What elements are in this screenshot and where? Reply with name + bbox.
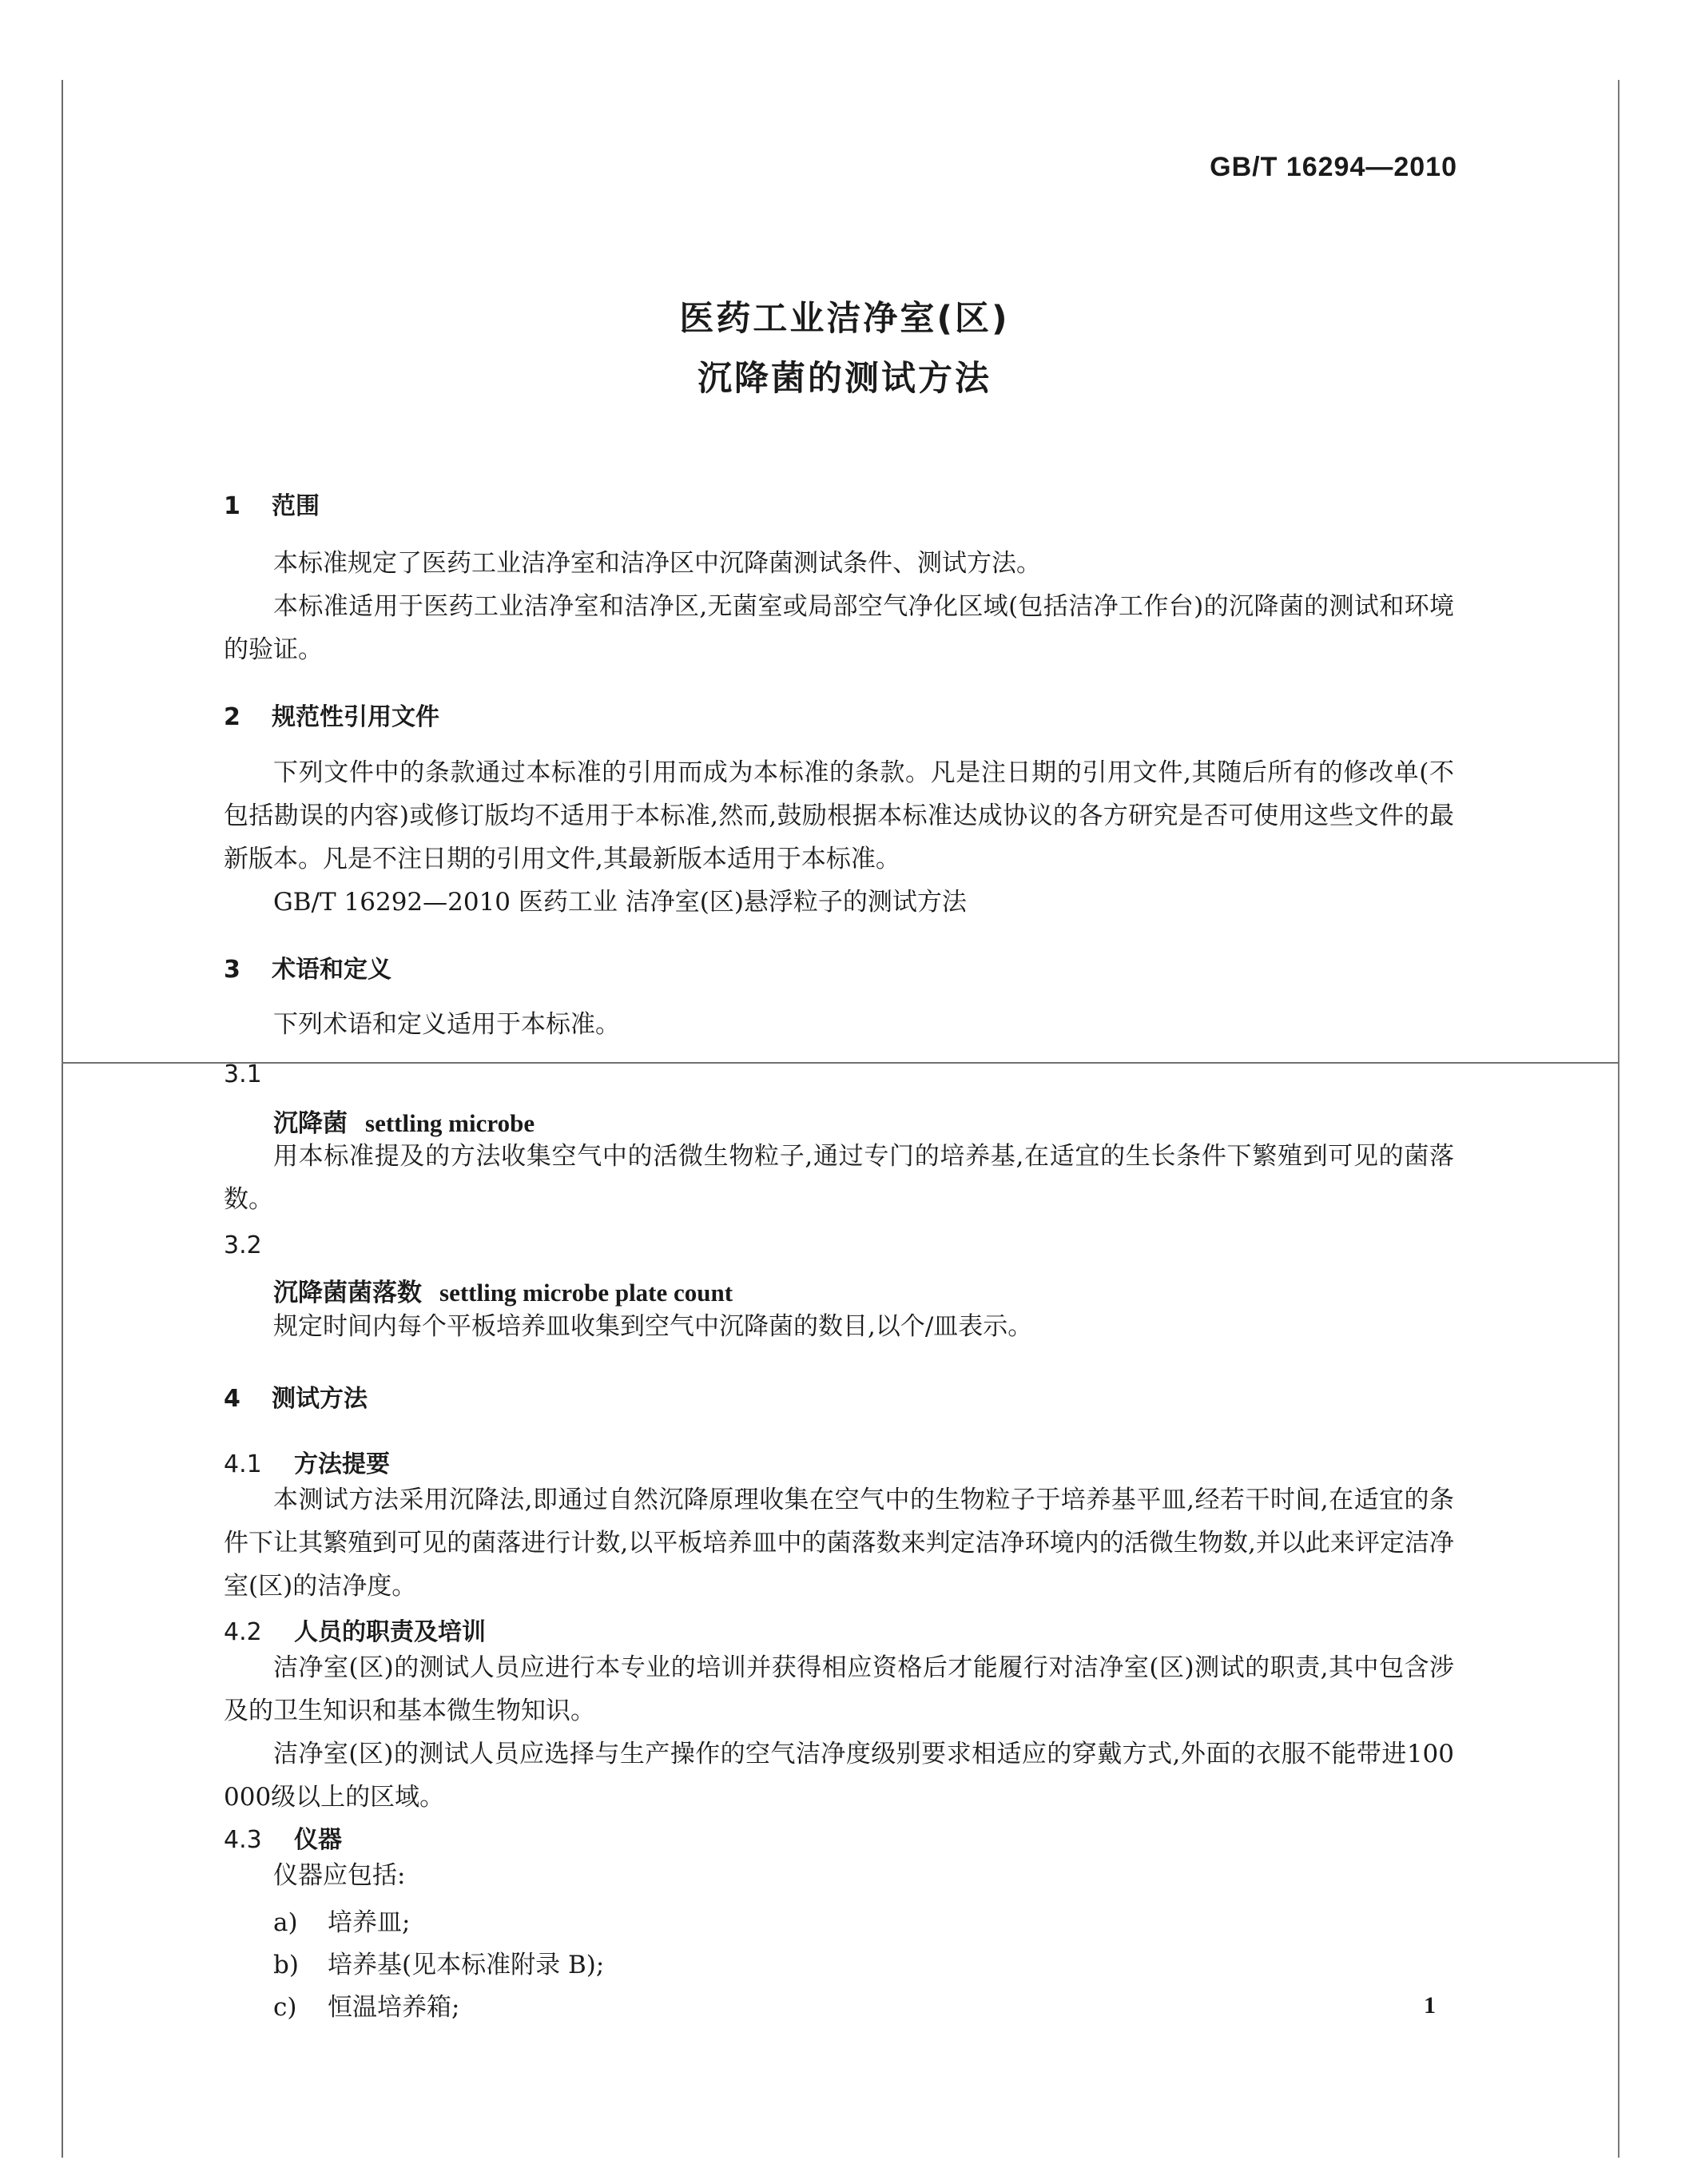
subsection-number: 4.3 bbox=[224, 1826, 262, 1854]
list-marker: a) bbox=[273, 1908, 298, 1937]
scan-fold-line bbox=[62, 1062, 1619, 1064]
list-item-text: 恒温培养箱; bbox=[328, 1993, 460, 2022]
term-3-1 bbox=[273, 1103, 535, 1139]
term-3-2-number bbox=[224, 1231, 294, 1259]
paragraph: 本测试方法采用沉降法,即通过自然沉降原理收集在空气中的生物粒子于培养基平皿,经若干时间,在适宜的条件下让其繁殖到可见的菌落进行计数,以平板培养皿中的菌落数来判定洁净环境内的活微生物数,并以此来评定洁净室(区)的洁净度。 bbox=[224, 1486, 1454, 1601]
term-3-2 bbox=[273, 1272, 733, 1308]
section-title: 规范性引用文件 bbox=[272, 703, 439, 731]
list-item bbox=[273, 1902, 410, 1938]
term-en: settling microbe plate count bbox=[439, 1279, 733, 1307]
paragraph: 下列文件中的条款通过本标准的引用而成为本标准的条款。凡是注日期的引用文件,其随后所有的修改单(不包括勘误的内容)或修订版均不适用于本标准,然而,鼓励根据本标准达成协议的各方研究是否可使用这些文件的最新版本。凡是不注日期的引用文件,其最新版本适用于本标准。 bbox=[224, 758, 1454, 873]
section-number: 4 bbox=[224, 1385, 240, 1413]
subsection-4-3-intro bbox=[224, 1854, 1454, 1897]
section-number: 3 bbox=[224, 956, 240, 984]
subsection-4-2-heading bbox=[224, 1612, 486, 1647]
list-item bbox=[273, 1987, 459, 2023]
list-marker: c) bbox=[273, 1993, 297, 2022]
subsection-4-1-body bbox=[224, 1478, 1454, 1608]
term-number: 3.2 bbox=[224, 1231, 262, 1259]
subsection-4-1-heading bbox=[224, 1444, 390, 1479]
section-2-heading bbox=[224, 697, 439, 732]
paragraph: 洁净室(区)的测试人员应选择与生产操作的空气洁净度级别要求相适应的穿戴方式,外面的衣服不能带进100 000级以上的区域。 bbox=[224, 1740, 1454, 1812]
subsection-title: 人员的职责及培训 bbox=[294, 1618, 486, 1646]
section-title: 术语和定义 bbox=[272, 956, 391, 984]
standard-code: GB/T 16294—2010 bbox=[1210, 152, 1457, 182]
section-title: 范围 bbox=[272, 492, 320, 520]
paragraph: 下列术语和定义适用于本标准。 bbox=[273, 1010, 620, 1039]
section-number: 2 bbox=[224, 703, 240, 731]
document-title-line1: 医药工业洁净室(区) bbox=[679, 299, 1010, 339]
list-marker: b) bbox=[273, 1951, 299, 1979]
page-number: 1 bbox=[1424, 1992, 1436, 2019]
subsection-title: 方法提要 bbox=[294, 1450, 390, 1478]
paragraph: 本标准适用于医药工业洁净室和洁净区,无菌室或局部空气净化区域(包括洁净工作台)的沉降菌的测试和环境的验证。 bbox=[224, 592, 1454, 664]
term-3-1-definition bbox=[224, 1135, 1454, 1221]
term-3-2-definition bbox=[224, 1305, 1454, 1348]
term-number: 3.1 bbox=[224, 1060, 262, 1088]
section-title: 测试方法 bbox=[272, 1385, 368, 1413]
term-zh: 沉降菌 bbox=[273, 1109, 348, 1138]
section-number: 1 bbox=[224, 492, 240, 520]
definition: 用本标准提及的方法收集空气中的活微生物粒子,通过专门的培养基,在适宜的生长条件下繁殖到可见的菌落数。 bbox=[224, 1142, 1454, 1214]
section-1-heading bbox=[224, 486, 320, 521]
term-3-1-number bbox=[224, 1060, 294, 1088]
section-2-body bbox=[224, 751, 1454, 924]
list-item-text: 培养皿; bbox=[328, 1908, 411, 1937]
term-zh: 沉降菌菌落数 bbox=[273, 1279, 422, 1307]
list-item-text: 培养基(见本标准附录 B); bbox=[328, 1951, 605, 1979]
subsection-4-3-heading bbox=[224, 1820, 342, 1855]
paragraph: 洁净室(区)的测试人员应进行本专业的培训并获得相应资格后才能履行对洁净室(区)测试的职责,其中包含涉及的卫生知识和基本微生物知识。 bbox=[224, 1653, 1454, 1725]
subsection-title: 仪器 bbox=[294, 1826, 342, 1854]
section-4-heading bbox=[224, 1378, 368, 1414]
definition: 规定时间内每个平板培养皿收集到空气中沉降菌的数目,以个/皿表示。 bbox=[273, 1312, 1033, 1341]
normative-reference: GB/T 16292—2010 医药工业 洁净室(区)悬浮粒子的测试方法 bbox=[273, 888, 967, 917]
subsection-4-2-body bbox=[224, 1646, 1454, 1819]
term-en: settling microbe bbox=[365, 1109, 535, 1137]
section-3-heading bbox=[224, 949, 391, 985]
subsection-number: 4.1 bbox=[224, 1450, 262, 1478]
paragraph: 仪器应包括: bbox=[273, 1861, 406, 1890]
paragraph: 本标准规定了医药工业洁净室和洁净区中沉降菌测试条件、测试方法。 bbox=[273, 549, 1041, 578]
section-3-body bbox=[224, 1003, 1454, 1046]
subsection-number: 4.2 bbox=[224, 1618, 262, 1646]
list-item bbox=[273, 1944, 604, 1980]
section-1-body bbox=[224, 542, 1454, 671]
document-title-line2: 沉降菌的测试方法 bbox=[697, 359, 992, 399]
